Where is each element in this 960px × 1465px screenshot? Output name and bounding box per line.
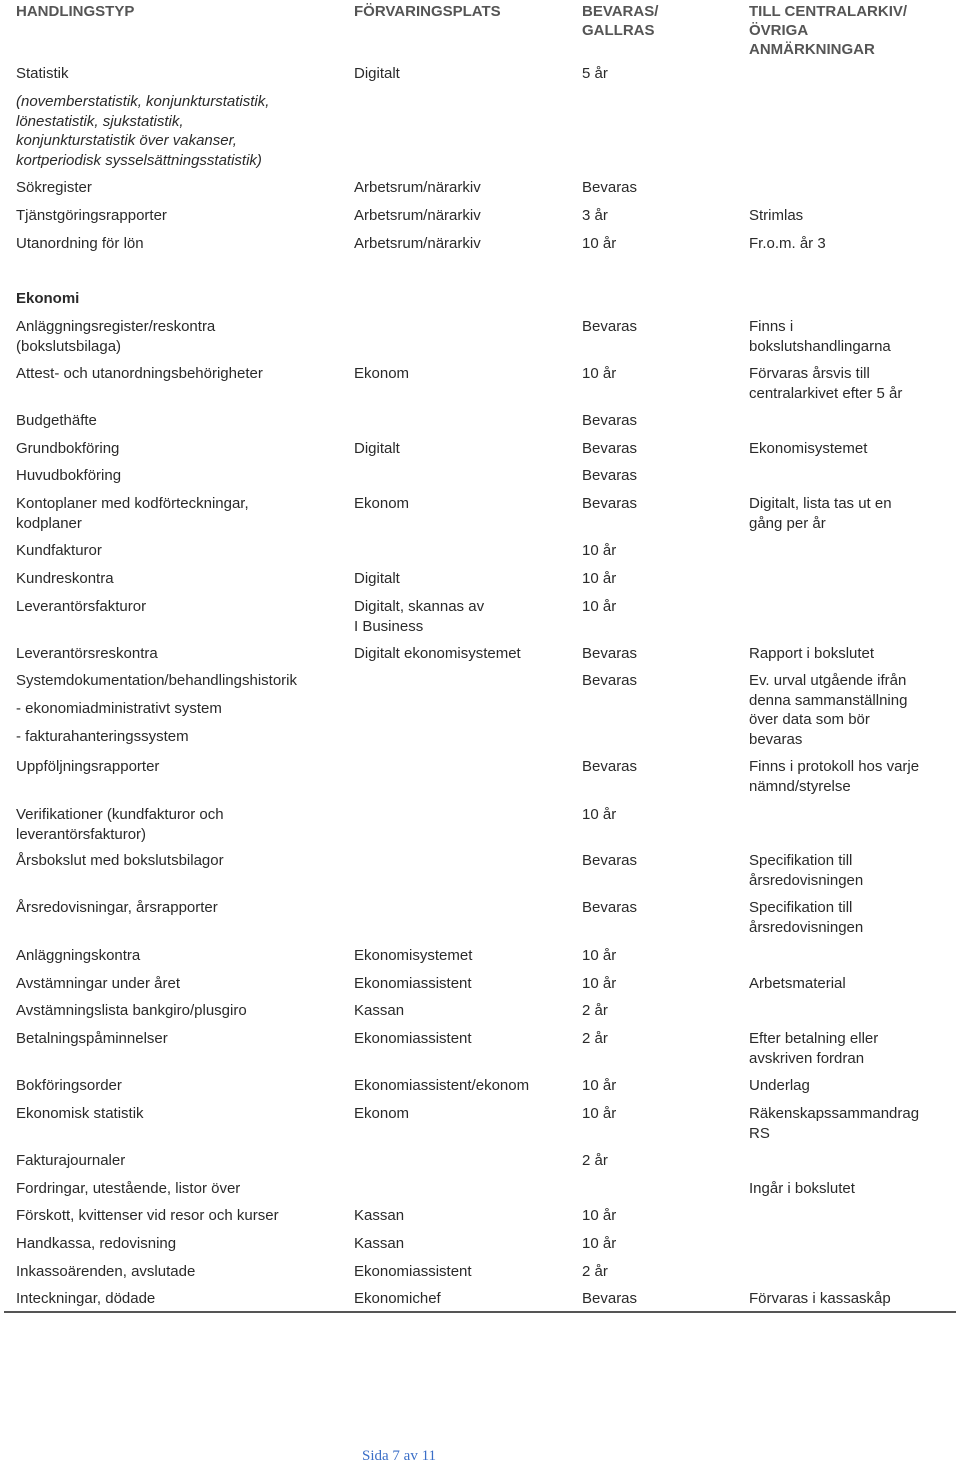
cell-c1: Avstämningar under året [16,975,180,992]
header-bevaras-gallras: BEVARAS/ GALLRAS [582,3,659,39]
cell-c3: Bevaras [582,672,638,689]
cell-c2: Digitalt [354,570,400,587]
cell-c1: Leverantörsreskontra [16,645,158,662]
cell-c4: Underlag [749,1077,810,1094]
cell-c1: Kontoplaner med kodförteckningar, kodplaner [16,495,249,532]
cell-c1: Anläggningsregister/reskontra (bokslutsbilaga) [16,318,216,355]
cell-c1: Utanordning för lön [16,235,144,252]
cell-c2: Digitalt [354,65,400,82]
cell-c3: 10 år [582,1235,617,1252]
cell-c2: Digitalt [354,440,400,457]
cell-c3: 2 år [582,1002,608,1019]
cell-c3: Bevaras [582,899,638,916]
cell-c1: Ekonomisk statistik [16,1105,144,1122]
cell-c1: Systemdokumentation/behandlingshistorik [16,672,297,689]
cell-c3: Bevaras [582,179,638,196]
cell-c3: 10 år [582,947,617,964]
cell-c2: Ekonomiassistent/ekonom [354,1077,530,1094]
cell-c3: Bevaras [582,318,638,335]
cell-c2: Ekonomiassistent [354,1030,472,1047]
cell-c4: Ev. urval utgående ifrån denna sammanställning över data som bör bevaras [749,672,908,748]
cell-c1: Attest- och utanordningsbehörigheter [16,365,263,382]
cell-c3: 10 år [582,598,617,615]
cell-c3: Bevaras [582,645,638,662]
cell-c1: Bokföringsorder [16,1077,122,1094]
cell-c4: Strimlas [749,207,804,224]
cell-c1: Verifikationer (kundfakturor och leverantörsfakturor) [16,806,224,843]
cell-c2: Ekonomiassistent [354,975,472,992]
cell-c1: Kundfakturor [16,542,102,559]
cell-c1: Inkassoärenden, avslutade [16,1263,196,1280]
cell-c2: Arbetsrum/närarkiv [354,179,481,196]
cell-c3: 10 år [582,235,617,252]
cell-c2: Digitalt ekonomisystemet [354,645,521,662]
cell-c1: Förskott, kvittenser vid resor och kurser [16,1207,279,1224]
cell-c4: Ekonomisystemet [749,440,868,457]
cell-c4: Ingår i bokslutet [749,1180,855,1197]
cell-c1: Fordringar, utestående, listor över [16,1180,241,1197]
cell-c4: Förvaras i kassaskåp [749,1290,891,1307]
cell-c4: Arbetsmaterial [749,975,846,992]
cell-c3: Bevaras [582,440,638,457]
cell-c3: Bevaras [582,758,638,775]
cell-c1: Tjänstgöringsrapporter [16,207,167,224]
cell-c4: Digitalt, lista tas ut en gång per år [749,495,892,532]
cell-c1: Kundreskontra [16,570,114,587]
cell-c1: Huvudbokföring [16,467,122,484]
cell-c2: Ekonomiassistent [354,1263,472,1280]
cell-c3: 2 år [582,1263,608,1280]
cell-c1: Årsbokslut med bokslutsbilagor [16,852,224,869]
cell-c1: Fakturajournaler [16,1152,126,1169]
cell-c3: 2 år [582,1030,608,1047]
cell-c2: Kassan [354,1002,405,1019]
cell-c2: Arbetsrum/närarkiv [354,235,481,252]
cell-c3: 10 år [582,1207,617,1224]
cell-c3: Bevaras [582,412,638,429]
cell-c2: Ekonomichef [354,1290,441,1307]
cell-c3: Bevaras [582,467,638,484]
cell-c2: Ekonom [354,495,410,512]
cell-c3: 10 år [582,975,617,992]
cell-c1: Anläggningskontra [16,947,141,964]
cell-c1: Avstämningslista bankgiro/plusgiro [16,1002,247,1019]
cell-c1: Handkassa, redovisning [16,1235,177,1252]
cell-c4: Specifikation till årsredovisningen [749,852,864,889]
page-number: Sida 7 av 11 [362,1448,437,1464]
cell-c3: 10 år [582,542,617,559]
cell-c1: Inteckningar, dödade [16,1290,156,1307]
cell-c3: Bevaras [582,852,638,869]
cell-c1: - fakturahanteringssystem [16,728,189,745]
header-centralarkiv: TILL CENTRALARKIV/ ÖVRIGA ANMÄRKNINGAR [749,3,908,58]
cell-c1: (novemberstatistik, konjunkturstatistik, lönestatistik, sjukstatistik, konjunkturstatistik över vakanser, kortperiodisk sysselsättningsstatistik) [16,93,270,169]
cell-c3: 3 år [582,207,608,224]
cell-c4: Räkenskapssammandrag RS [749,1105,920,1142]
cell-c3: Bevaras [582,1290,638,1307]
cell-c1: Sökregister [16,179,92,196]
cell-c2: Ekonom [354,1105,410,1122]
cell-c1: Uppföljningsrapporter [16,758,160,775]
cell-c3: 5 år [582,65,608,82]
cell-c1: Ekonomi [16,290,80,307]
cell-c3: 10 år [582,570,617,587]
cell-c4: Specifikation till årsredovisningen [749,899,864,936]
cell-c2: Kassan [354,1235,405,1252]
cell-c3: 10 år [582,365,617,382]
cell-c3: 2 år [582,1152,608,1169]
cell-c2: Kassan [354,1207,405,1224]
cell-c4: Förvaras årsvis till centralarkivet efter 5 år [749,365,903,402]
cell-c1: Betalningspåminnelser [16,1030,168,1047]
cell-c4: Efter betalning eller avskriven fordran [749,1030,879,1067]
header-handlingstyp: HANDLINGSTYP [16,3,135,20]
cell-c2: Ekonomisystemet [354,947,473,964]
cell-c4: Finns i bokslutshandlingarna [749,318,891,355]
cell-c1: Budgethäfte [16,412,97,429]
cell-c1: Statistik [16,65,69,82]
cell-c1: - ekonomiadministrativt system [16,700,222,717]
cell-c4: Finns i protokoll hos varje nämnd/styrelse [749,758,920,795]
cell-c4: Rapport i bokslutet [749,645,875,662]
cell-c3: Bevaras [582,495,638,512]
cell-c3: 10 år [582,806,617,823]
cell-c2: Digitalt, skannas av I Business [354,598,485,635]
cell-c3: 10 år [582,1077,617,1094]
cell-c4: Fr.o.m. år 3 [749,235,826,252]
cell-c1: Grundbokföring [16,440,120,457]
cell-c3: 10 år [582,1105,617,1122]
header-forvaringsplats: FÖRVARINGSPLATS [354,3,501,20]
cell-c1: Leverantörsfakturor [16,598,147,615]
cell-c2: Ekonom [354,365,410,382]
cell-c2: Arbetsrum/närarkiv [354,207,481,224]
table-bottom-rule [4,1311,956,1313]
cell-c1: Årsredovisningar, årsrapporter [16,899,218,916]
table-header [0,2,960,64]
